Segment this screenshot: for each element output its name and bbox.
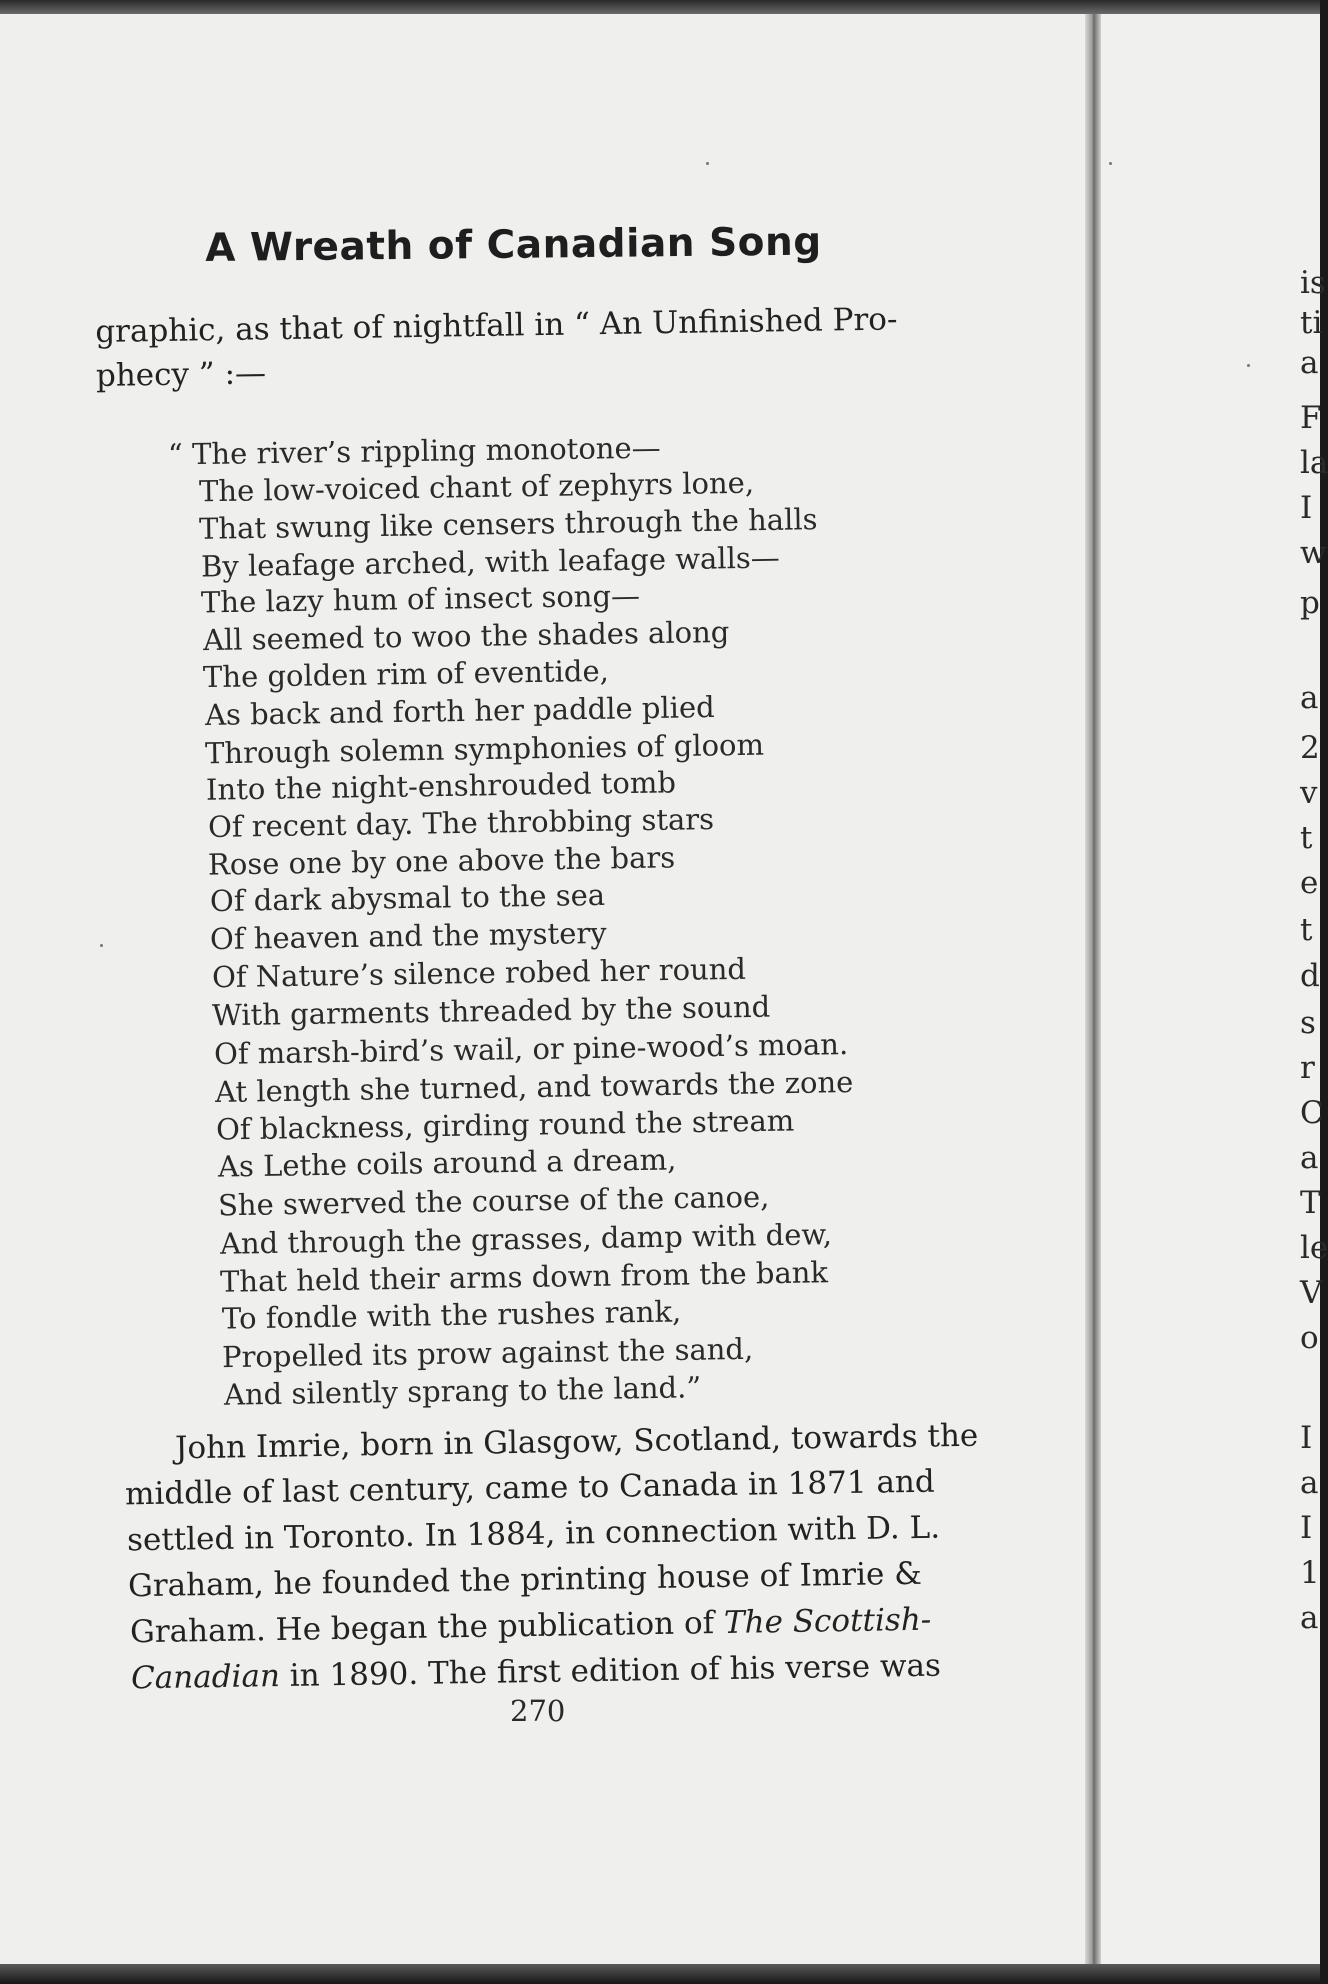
- text-fragment: F: [1300, 400, 1322, 436]
- paragraph-line: John Imrie, born in Glasgow, Scotland, towards the: [174, 1417, 979, 1467]
- text-fragment: a: [1300, 1465, 1319, 1501]
- poem-line: “ The river’s rippling monotone—: [167, 430, 661, 472]
- poem-line: Into the night-enshrouded tomb: [205, 765, 677, 807]
- text-fragment: a: [1300, 345, 1319, 381]
- poem-line: To fondle with the rushes rank,: [221, 1294, 682, 1336]
- italic-title: The Scottish-: [723, 1601, 932, 1641]
- paragraph-text: in 1890. The first edition of his verse was: [279, 1647, 942, 1695]
- poem-line: Of dark abysmal to the sea: [209, 877, 606, 919]
- paragraph-line: middle of last century, came to Canada in 1871 and: [124, 1463, 935, 1513]
- poem-line: As back and forth her paddle plied: [204, 689, 715, 733]
- poem-line: As Lethe coils around a dream,: [217, 1142, 677, 1184]
- text-fragment: p: [1300, 585, 1320, 621]
- poem-line: Through solemn symphonies of gloom: [204, 727, 765, 771]
- text-fragment: e: [1300, 865, 1319, 901]
- poem-line: The low-voiced chant of zephyrs lone,: [198, 465, 755, 509]
- text-fragment: T: [1300, 1185, 1321, 1221]
- poem-line: All seemed to woo the shades along: [202, 614, 730, 658]
- text-fragment: 2: [1300, 730, 1320, 766]
- poem-line: With garments threaded by the sound: [211, 989, 771, 1033]
- poem-line: Of blackness, girding round the stream: [215, 1103, 795, 1147]
- poem-line: Of heaven and the mystery: [209, 915, 607, 957]
- text-fragment: la: [1300, 445, 1328, 481]
- text-fragment: t: [1300, 912, 1313, 948]
- running-head: A Wreath of Canadian Song: [205, 219, 822, 271]
- text-fragment: d: [1300, 958, 1320, 994]
- poem-line: Rose one by one above the bars: [207, 840, 676, 882]
- text-fragment: I: [1300, 490, 1313, 526]
- scan-bottom-edge: [0, 1964, 1320, 1984]
- text-fragment: I: [1300, 1420, 1313, 1456]
- text-fragment: s: [1300, 1005, 1316, 1041]
- poem-line: Propelled its prow against the sand,: [221, 1331, 754, 1375]
- poem-line: And silently sprang to the land.”: [223, 1370, 702, 1412]
- text-fragment: ti: [1300, 305, 1323, 341]
- intro-line: phecy ” :—: [95, 355, 267, 394]
- poem-line: That held their arms down from the bank: [219, 1255, 829, 1299]
- poem-line: At length she turned, and towards the zone: [214, 1064, 854, 1110]
- poem-line: By leafage arched, with leafage walls—: [200, 540, 780, 584]
- poem-line: She swerved the course of the canoe,: [217, 1179, 770, 1223]
- intro-line: graphic, as that of nightfall in “ An Unfinished Pro-: [95, 301, 898, 350]
- text-fragment: r: [1300, 1050, 1315, 1086]
- paragraph-text: Graham. He began the publication of: [129, 1604, 725, 1651]
- poem-line: That swung like censers through the halls: [198, 502, 818, 546]
- text-fragment: le: [1300, 1230, 1328, 1266]
- text-fragment: t: [1300, 820, 1313, 856]
- poem-line: Of Nature’s silence robed her round: [211, 951, 747, 995]
- text-fragment: a: [1300, 680, 1319, 716]
- text-fragment: 1: [1300, 1555, 1320, 1591]
- page-number: 270: [510, 1694, 566, 1728]
- poem-line: The lazy hum of insect song—: [200, 578, 641, 620]
- text-fragment: v: [1300, 775, 1318, 811]
- poem-line: Of recent day. The throbbing stars: [207, 802, 715, 844]
- poem-line: And through the grasses, damp with dew,: [219, 1217, 833, 1261]
- text-fragment: o: [1300, 1320, 1319, 1356]
- text-fragment: w: [1300, 535, 1327, 571]
- text-fragment: a: [1300, 1140, 1319, 1176]
- text-fragment: I: [1300, 1510, 1313, 1546]
- text-fragment: C: [1300, 1095, 1324, 1131]
- text-fragment: a: [1300, 1600, 1319, 1636]
- poem-line: Of marsh-bird’s wail, or pine-wood’s moan.: [213, 1027, 849, 1071]
- poem-line: The golden rim of eventide,: [202, 653, 610, 695]
- text-fragment: V: [1300, 1275, 1323, 1311]
- paragraph-line: Graham, he founded the printing house of Imrie &: [127, 1555, 923, 1605]
- paragraph-line: settled in Toronto. In 1884, in connection with D. L.: [126, 1509, 941, 1559]
- italic-title: Canadian: [130, 1658, 281, 1697]
- text-fragment: is: [1300, 265, 1326, 301]
